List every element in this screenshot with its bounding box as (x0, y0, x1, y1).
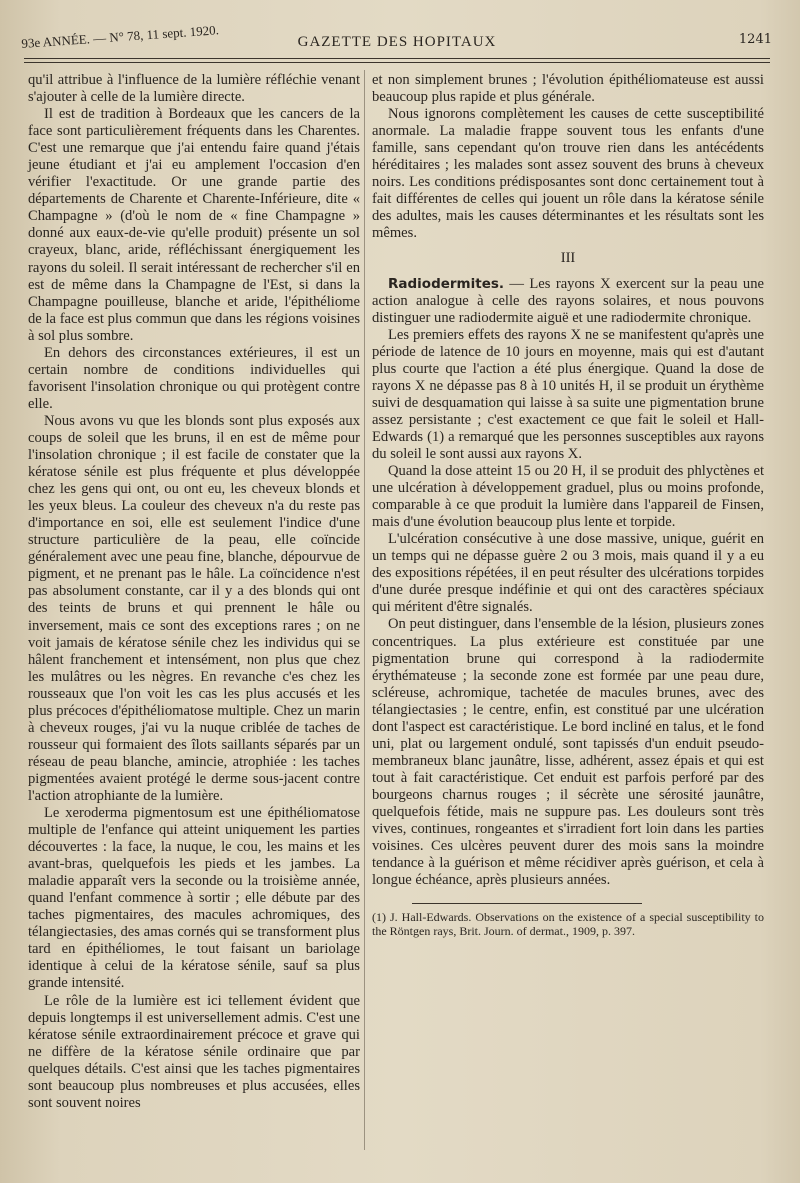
right-column (372, 72, 764, 938)
section-number: III (560, 250, 576, 267)
paragraph-first-effects: Les premiers effets des rayons X ne se manifestent qu'après une période de latence de 10 jours en moyenne, mais qui est d'autant plus courte que l'action a été plus énergique. Quand la dose de rayons X ne dépasse pas 8 à 10 unités H, il se produit un érythème suivi de desquamation qui laisse à sa suite une pigmentation brune assez persistante ; c'est exactement ce que fait le soleil et Hall-Edwards (1) a remarqué que les personnes susceptibles aux rayons du soleil le sont aussi aux rayons X. (372, 326, 764, 462)
paragraph-xeroderma: Le xeroderma pigmentosum est une épithéliomatose multiple de l'enfance qui atteint uniquement les parties découvertes : la face, la nuque, le cou, les mains et les avant-bras, quelquefois les pieds et les jambes. La maladie apparaît vers la seconde ou la troisième année, quand l'enfant commence à sortir ; elle débute par des taches pigmentaires, des macules achromiques, des télangiectasies, des amas cornés qui se transforment plus tard en épithéliomes, le tout faisant un bariolage identique à celui de la kératose sénile, sauf sa plus grande intensité. (28, 805, 360, 992)
column-divider (364, 70, 365, 1150)
paragraph-role-light: Le rôle de la lumière est ici tellement évident que depuis longtemps il est universellement admis. C'est une kératose sénile extraordinairement précoce et grave qui ne diffère de la kératose sénile ordinaire que par quelques détails. C'est ainsi que les taches pigmentaires sont beaucoup plus nombreuses et plus accusées, elles sont souvent noires (28, 992, 360, 1111)
paragraph-individual-conditions: En dehors des circonstances extérieures, il est un certain nombre de conditions individuelles qui favorisent l'insolation chronique ou qui protègent contre elle. (28, 344, 360, 412)
left-column (28, 72, 360, 1112)
page-header (20, 22, 772, 54)
paragraph-blonds: Nous avons vu que les blonds sont plus exposés aux coups de soleil que les bruns, il en est de même pour l'insolation chronique ; il est facile de constater que la kératose sénile est plus fréquente et plus développée chez les gens qui ont, ou ont eu, les cheveux blonds et les yeux bleus. La couleur des cheveux n'a du reste pas d'importance en soi, elle est seulement l'indice d'une structure particulière de la peau, elle coïncide généralement avec une peau fine, blanche, dépourvue de pigment, et ne prenant pas le hâle. La coïncidence n'est pas absolument constante, car il y a des blonds qui ont des teints de bruns et qui prennent le hâle ou inversement, mais ce sont des exceptions rares ; on ne voit jamais de kératose sénile chez les individus qui se hâlent franchement et intensément, non plus que chez les mulâtres ou les nègres. En revanche c'es chez les rousseaux que l'on voit les cas les plus accusés et les plus précoces d'épithéliomatose multiple. Chez un marin à cheveux rouges, j'ai vu la nuque criblée de taches de rousseur qui formaient des îlots saillants séparés par un réseau de peau blanche, amincie, atrophiée : les taches pigmentées avaient protégé le derme sous-jacent contre l'action atrophiante de la lumière. (28, 412, 360, 804)
paragraph-causes: Nous ignorons complètement les causes de cette susceptibilité anormale. La maladie frappe souvent tous les enfants d'une famille, sans cependant qu'on trouve rien dans les antécédents héréditaires ; les malades sont assez souvent des bruns à cheveux noirs. Les conditions prédisposantes sont donc certainement tout à fait différentes de celles qui jouent un rôle dans la kératose sénile des adultes, mais les causes déterminantes et les résultats sont les mêmes. (372, 106, 764, 242)
footnote-rule (412, 903, 642, 904)
radiodermites-heading: Radiodermites. (388, 275, 505, 292)
paragraph-reflected-light: qu'il attribue à l'influence de la lumière réfléchie venant s'ajouter à celle de la lumière directe. (28, 72, 360, 106)
paragraph-ulceration: L'ulcération consécutive à une dose massive, unique, guérit en un temps qui ne dépasse guère 2 ou 3 mois, mais quand il y a eu des expositions répétées, il en peut résulter des ulcérations torpides d'une durée presque indéfinie et qui ont des caractères spéciaux qui méritent d'être signalés. (372, 531, 764, 616)
footnote: (1) J. Hall-Edwards. Observations on the existence of a special susceptibility to the Röntgen rays, Brit. Journ. of dermat., 1909, p. 397. (372, 910, 764, 939)
radiodermites-intro: — Les rayons X exercent sur la peau une action analogue à celle des rayons solaires, et nous pouvons distinguer une radiodermite aiguë et une radiodermite chronique. (372, 275, 764, 326)
paragraph-radiodermites (372, 276, 764, 327)
paragraph-continuation: et non simplement brunes ; l'évolution épithéliomateuse est aussi beaucoup plus rapide et plus générale. (372, 72, 764, 106)
header-rule-2 (24, 62, 770, 63)
paragraph-dose: Quand la dose atteint 15 ou 20 H, il se produit des phlyctènes et une ulcération à développement graduel, plus ou moins profonde, comparable à ce que produit la lumière dans l'appareil de Finsen, mais d'une évolution beaucoup plus lente et torpide. (372, 463, 764, 531)
journal-title: GAZETTE DES HOPITAUX (297, 34, 497, 50)
issue-info: 93e ANNÉE. — N° 78, 11 sept. 1920. (20, 22, 220, 52)
paragraph-zones: On peut distinguer, dans l'ensemble de la lésion, plusieurs zones concentriques. La plus extérieure est constituée par une pigmentation brune qui correspond à la radiodermite érythémateuse ; la seconde zone est formée par une peau dure, scléreuse, achromique, tachetée de macules brunes, avec des télangiectasies ; le centre, enfin, est constitué par une ulcération dont l'aspect est caractéristique. Le bord incliné en talus, et le fond uni, plat ou largement ondulé, sont tapissés d'un enduit pseudo-membraneux blanc jaunâtre, lisse, adhérent, assez épais et qui est tout à fait caractéristique. Cet enduit est parfois perforé par des bourgeons charnus rouges ; il sécrète une sérosité jaunâtre, quelquefois fétide, mais ne suppure pas. Les douleurs sont très vives, continues, rongeantes et s'irradient fort loin dans les parties voisines. Ces ulcères peuvent durer des mois sans la moindre tendance à la guérison et même récidiver après guérison, et cela à longue échéance, après plusieurs années. (372, 616, 764, 889)
paragraph-charentes: Il est de tradition à Bordeaux que les cancers de la face sont particulièrement fréquents dans les Charentes. C'est une remarque que j'ai entendu faire quand j'étais jeune étudiant et j'ai eu amplement l'occasion d'en vérifier l'exactitude. Or une grande partie des départements de Charente et Charente-Inférieure, dite « Champagne » (d'où le nom de « fine Champagne » donné aux eaux-de-vie qu'elle produit) présente un sol crayeux, blanc, aride, réfléchissant énergiquement les rayons du soleil. Il serait intéressant de rechercher s'il en est de même dans la Champagne de l'Est, si dans la Champagne pouilleuse, blanche et aride, l'épithéliome de la face est plus commun que dans les régions voisines à sol plus sombre. (28, 106, 360, 344)
header-rule (24, 58, 770, 59)
page-number: 1241 (738, 32, 772, 47)
